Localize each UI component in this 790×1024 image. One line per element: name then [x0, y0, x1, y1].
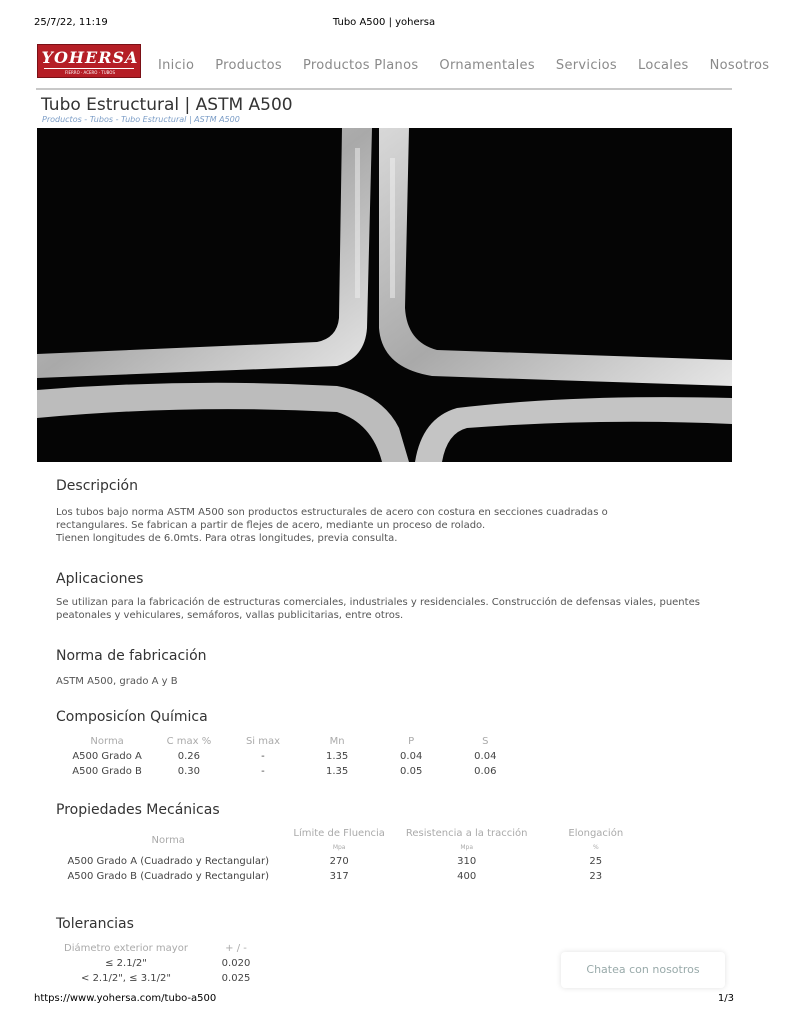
norma-text: ASTM A500, grado A y B — [56, 676, 178, 687]
nav-item-servicios[interactable]: Servicios — [555, 58, 618, 73]
composicion-header-row — [56, 734, 516, 749]
tolerancias-table — [56, 941, 276, 986]
table-row — [56, 749, 516, 764]
steel-tube-cross-section-illustration — [37, 128, 732, 462]
table-cell: 310 — [457, 856, 477, 867]
table-cell: - — [261, 766, 265, 777]
chat-button[interactable]: Chatea con nosotros — [561, 952, 725, 988]
nav-item-nosotros[interactable]: Nosotros — [709, 58, 770, 73]
table-row — [56, 764, 516, 779]
logo-divider — [44, 68, 134, 69]
col-header: Norma — [90, 736, 124, 747]
table-cell: 1.35 — [325, 751, 349, 762]
col-header: Norma — [151, 834, 185, 846]
table-cell: 0.05 — [400, 766, 423, 777]
table-row — [56, 869, 656, 884]
page-title: Tubo Estructural | ASTM A500 — [41, 95, 293, 115]
aplicaciones-text — [56, 596, 726, 622]
print-page-number: 1/3 — [717, 993, 734, 1004]
col-header: Diámetro exterior mayor — [64, 943, 188, 954]
aplicaciones-line-1: Se utilizan para la fabricación de estructuras comerciales, industriales y residenciales. Construcción de defensas viales, puentes — [56, 597, 700, 608]
print-header — [0, 17, 768, 31]
table-cell: 0.04 — [400, 751, 423, 762]
unit-label: % — [592, 843, 599, 851]
table-cell: 1.35 — [325, 766, 349, 777]
nav-item-inicio[interactable]: Inicio — [158, 58, 195, 73]
table-cell: A500 Grado A (Cuadrado y Rectangular) — [67, 856, 270, 867]
hero-image-steel-tubes — [37, 128, 732, 462]
nav-item-ornamentales[interactable]: Ornamentales — [439, 58, 535, 73]
section-title-descripcion: Descripción — [56, 478, 138, 494]
unit-label: Mpa — [332, 843, 346, 851]
descripcion-line-3: Tienen longitudes de 6.0mts. Para otras longitudes, previa consulta. — [56, 533, 398, 544]
aplicaciones-line-2: peatonales y vehiculares, semáforos, vallas publicitarias, entre otros. — [56, 610, 404, 621]
col-header: Resistencia a la tracción — [405, 827, 528, 839]
descripcion-text — [56, 506, 726, 545]
table-cell: A500 Grado B (Cuadrado y Rectangular) — [67, 871, 270, 882]
table-cell: - — [261, 751, 265, 762]
table-cell: A500 Grado A — [72, 751, 142, 762]
col-header: S — [482, 736, 489, 747]
print-page-title: Tubo A500 | yohersa — [332, 17, 436, 28]
table-row — [56, 971, 276, 986]
print-date: 25/7/22, 11:19 — [34, 17, 108, 28]
table-cell: 270 — [329, 856, 349, 867]
col-header: Elongación — [568, 827, 624, 839]
section-title-aplicaciones: Aplicaciones — [56, 571, 144, 587]
unit-label: Mpa — [460, 843, 474, 851]
table-cell: 0.020 — [221, 958, 251, 969]
table-row — [56, 854, 656, 869]
table-cell: 0.04 — [474, 751, 497, 762]
col-header: Mn — [329, 736, 345, 747]
descripcion-line-1: Los tubos bajo norma ASTM A500 son productos estructurales de acero con costura en secciones cuadradas o — [56, 507, 608, 518]
col-header: P — [408, 736, 415, 747]
nav-item-productos[interactable]: Productos — [215, 58, 282, 73]
propiedades-header-row — [56, 826, 656, 840]
section-title-norma: Norma de fabricación — [56, 648, 207, 664]
tolerancias-header-row — [56, 941, 276, 956]
composicion-table — [56, 734, 516, 779]
col-header: Límite de Fluencia — [293, 827, 385, 839]
breadcrumb[interactable]: Productos - Tubos - Tubo Estructural | ASTM A500 — [42, 115, 240, 124]
nav-item-locales[interactable]: Locales — [638, 58, 689, 73]
descripcion-line-2: rectangulares. Se fabrican a partir de flejes de acero, mediante un proceso de rolado. — [56, 520, 486, 531]
logo-subtitle: FIERRO · ACERO · TUBOS — [65, 70, 115, 75]
table-cell: 0.025 — [221, 973, 251, 984]
col-header: + / - — [225, 943, 247, 954]
table-cell: 25 — [589, 856, 603, 867]
table-cell: ≤ 2.1/2" — [105, 958, 147, 969]
yohersa-logo[interactable] — [37, 44, 141, 78]
nav-item-productos-planos[interactable]: Productos Planos — [303, 58, 419, 73]
table-cell: 400 — [457, 871, 477, 882]
propiedades-table — [56, 826, 656, 884]
table-cell: A500 Grado B — [72, 766, 142, 777]
col-header: C max % — [166, 736, 212, 747]
table-cell: 0.06 — [474, 766, 497, 777]
col-header: Si max — [245, 736, 281, 747]
table-cell: 0.30 — [177, 766, 201, 777]
section-title-composicion: Composicíon Química — [56, 709, 208, 725]
table-cell: < 2.1/2", ≤ 3.1/2" — [81, 973, 171, 984]
table-row — [56, 956, 276, 971]
navbar — [36, 40, 770, 90]
section-title-tolerancias: Tolerancias — [56, 916, 134, 932]
table-cell: 317 — [329, 871, 349, 882]
print-url: https://www.yohersa.com/tubo-a500 — [34, 993, 217, 1004]
print-footer — [0, 993, 768, 1007]
section-title-propiedades: Propiedades Mecánicas — [56, 802, 220, 818]
nav-menu — [158, 54, 790, 73]
table-cell: 23 — [589, 871, 603, 882]
table-cell: 0.26 — [177, 751, 201, 762]
logo-text: YOHERSA — [41, 48, 139, 67]
